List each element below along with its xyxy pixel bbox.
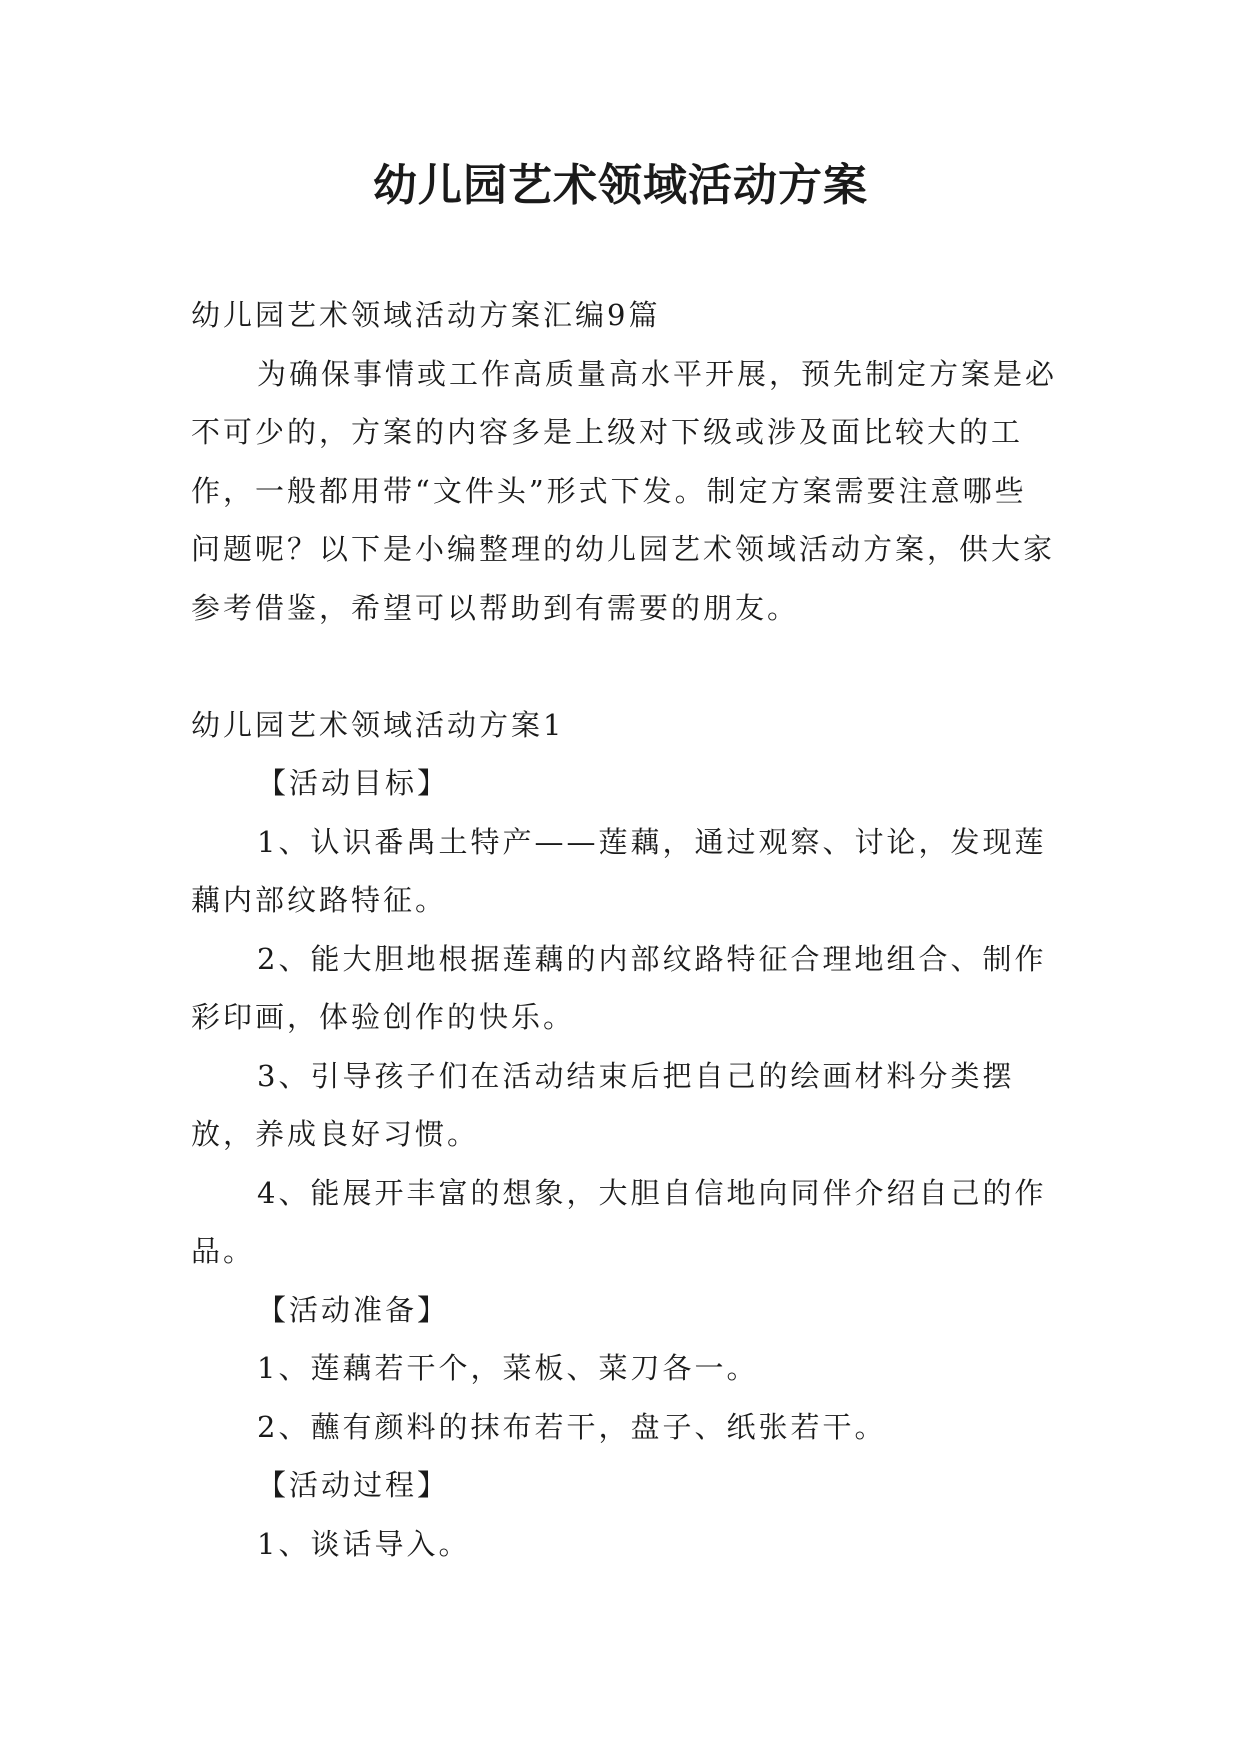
goal-item-3: 3、引导孩子们在活动结束后把自己的绘画材料分类摆放，养成良好习惯。 — [191, 1058, 1015, 1151]
paragraph-spacer — [191, 637, 1057, 696]
goals-label: 【活动目标】 — [257, 766, 450, 800]
section-heading: 幼儿园艺术领域活动方案1 — [191, 707, 565, 742]
goal-item-2: 2、能大胆地根据莲藕的内部纹路特征合理地组合、制作彩印画，体验创作的快乐。 — [191, 941, 1047, 1034]
process-label: 【活动过程】 — [257, 1468, 450, 1502]
document-title: 幼儿园艺术领域活动方案 — [373, 160, 868, 211]
goal-item-1: 1、认识番禺土特产——莲藕，通过观察、讨论，发现莲藕内部纹路特征。 — [191, 824, 1047, 917]
process-item-1: 1、谈话导入。 — [257, 1526, 471, 1561]
intro-paragraph: 为确保事情或工作高质量高水平开展，预先制定方案是必不可少的，方案的内容多是上级对下级或涉及面比较大的工作，一般都用带“文件头”形式下发。制定方案需要注意哪些问题呢？以下是小编整理的幼儿园艺术领域活动方案，供大家参考借鉴，希望可以帮助到有需要的朋友。 — [191, 356, 1058, 625]
prep-item-1: 1、莲藕若干个，菜板、菜刀各一。 — [257, 1351, 759, 1385]
goal-item-4: 4、能展开丰富的想象，大胆自信地向同伴介绍自己的作品。 — [191, 1175, 1047, 1268]
prep-item-2: 2、蘸有颜料的抹布若干，盘子、纸张若干。 — [257, 1409, 887, 1444]
document-body — [191, 286, 1057, 1573]
prep-label: 【活动准备】 — [257, 1292, 450, 1327]
document-subtitle: 幼儿园艺术领域活动方案汇编9篇 — [191, 298, 661, 332]
